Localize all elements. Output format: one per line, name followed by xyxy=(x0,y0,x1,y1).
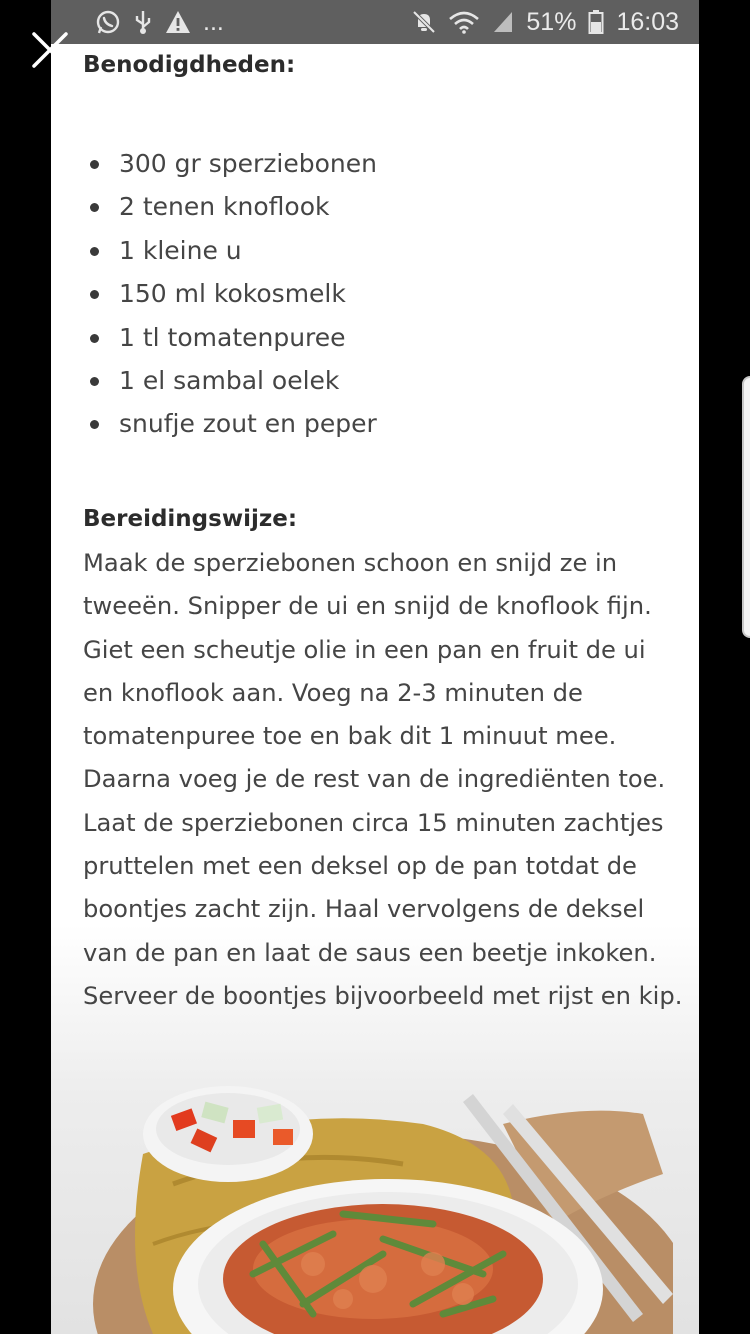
preparation-text: Maak de sperziebonen schoon en snijd ze in tweeën. Snipper de ui en snijd de knoflook fijn. Giet een scheutje olie in een pan en fruit de ui en knoflook aan. Voeg na 2-3 minuten de tomatenpuree toe en bak dit 1 minuut mee. Daarna voeg je de rest van de ingrediënten toe. Laat de sperziebonen circa 15 minuten zachtjes pruttelen met een deksel op de pan totdat de boontjes zacht zijn. Haal vervolgens de deksel van de pan en laat de saus een beetje inkoken. Serveer de boontjes bijvoorbeeld met rijst en kip. xyxy=(83,549,683,1010)
ingredients-heading: Benodigdheden: xyxy=(83,52,296,78)
list-item: 1 el sambal oelek xyxy=(83,359,377,402)
notification-ellipsis: ... xyxy=(203,7,224,36)
status-bar xyxy=(51,0,699,44)
battery-percentage: 51% xyxy=(526,7,577,36)
list-item: 1 kleine u xyxy=(83,229,377,272)
scroll-indicator[interactable] xyxy=(742,376,750,638)
list-item: 2 tenen knoflook xyxy=(83,185,377,228)
list-item: 1 tl tomatenpuree xyxy=(83,316,377,359)
warning-icon xyxy=(165,8,191,36)
whatsapp-icon xyxy=(95,8,121,36)
close-button[interactable] xyxy=(26,26,74,74)
ingredients-list xyxy=(83,142,377,446)
list-item: 150 ml kokosmelk xyxy=(83,272,377,315)
list-item: snufje zout en peper xyxy=(83,402,377,445)
mute-icon xyxy=(412,8,436,36)
list-item: 300 gr sperziebonen xyxy=(83,142,377,185)
usb-icon xyxy=(133,8,153,36)
close-icon xyxy=(30,30,70,70)
dish-photo xyxy=(83,1064,673,1334)
wifi-icon xyxy=(448,8,480,36)
battery-icon xyxy=(588,8,604,36)
signal-icon xyxy=(492,8,514,36)
recipe-page[interactable] xyxy=(51,44,699,1334)
clock: 16:03 xyxy=(616,7,679,36)
preparation-heading: Bereidingswijze: xyxy=(83,506,298,532)
